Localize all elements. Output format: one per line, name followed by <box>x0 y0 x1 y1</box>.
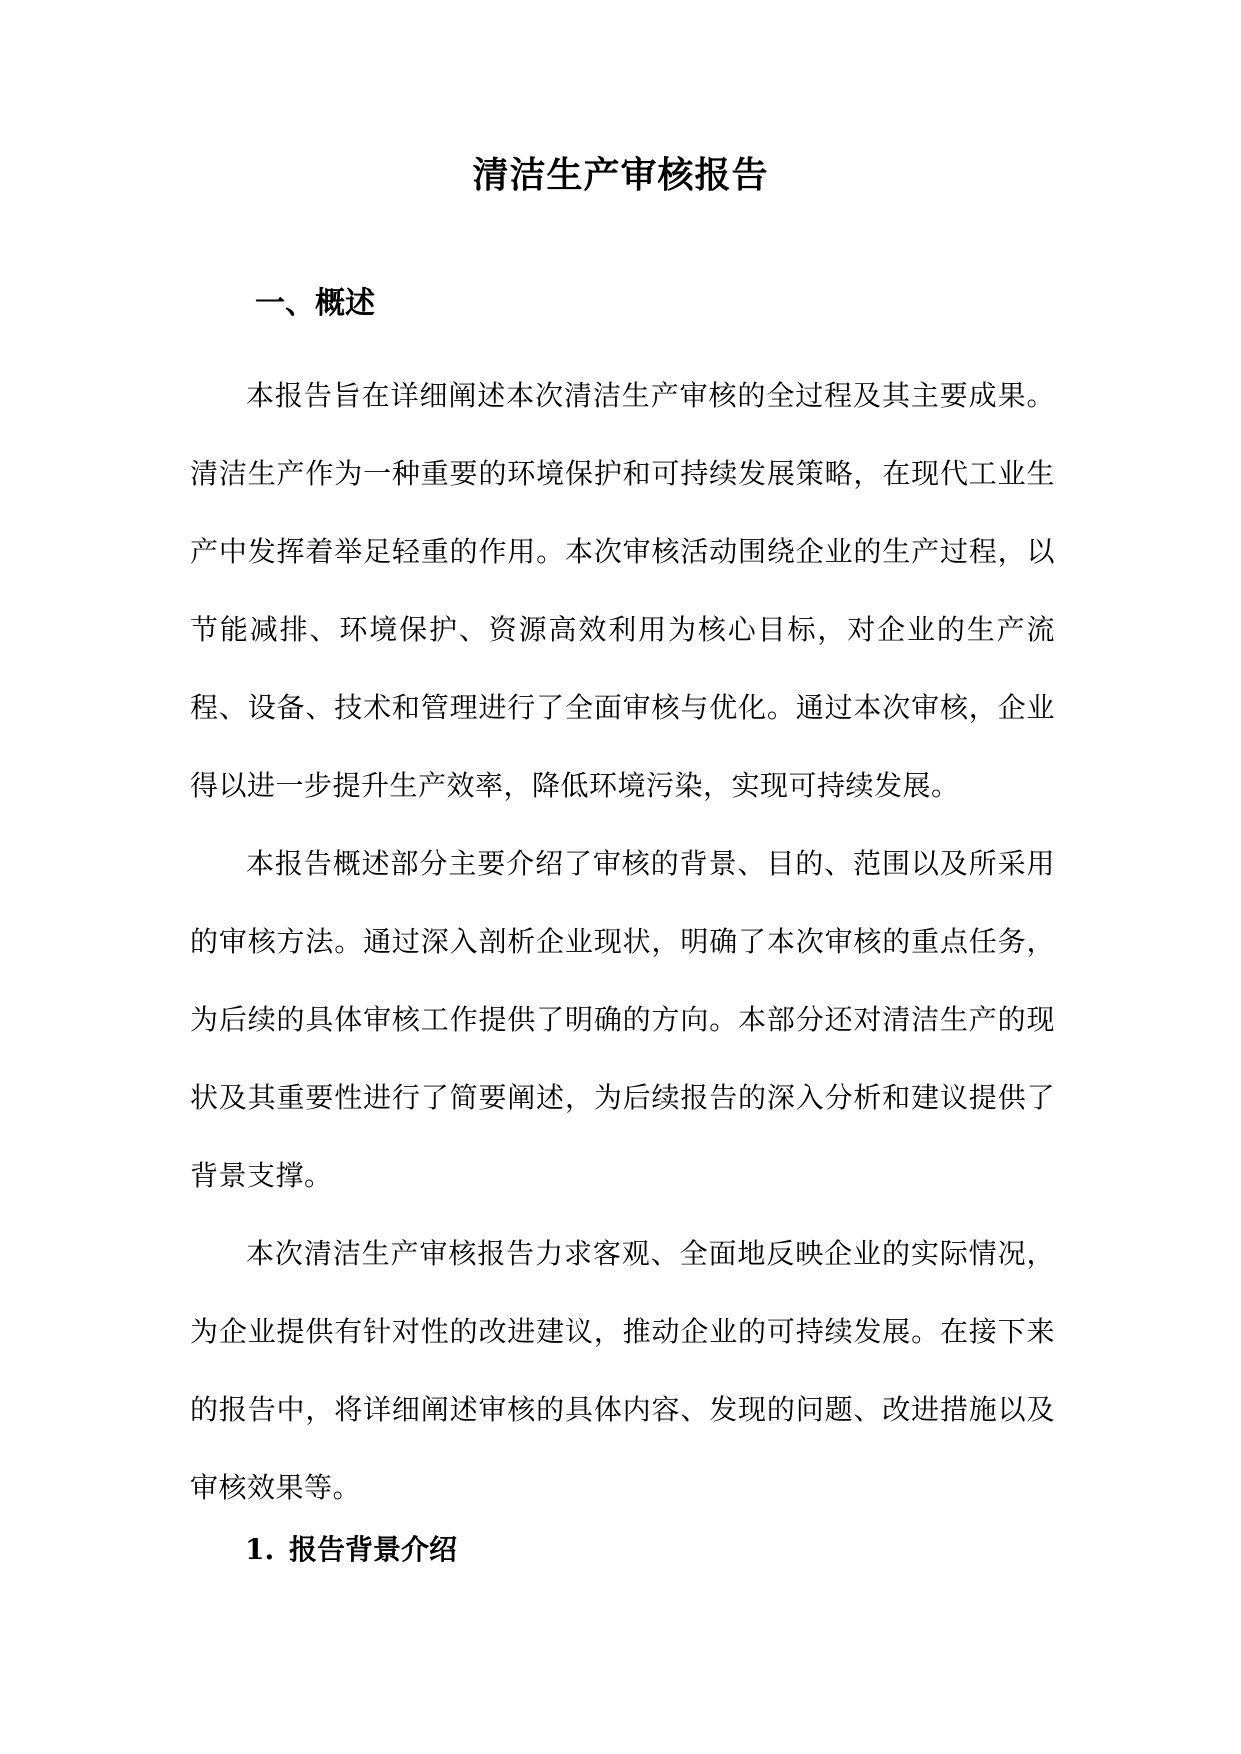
subsection-title: 报告背景介绍 <box>289 1533 458 1566</box>
subsection-number: 1. <box>245 1533 275 1566</box>
section-body <box>190 357 1055 1527</box>
paragraph-1: 本报告旨在详细阐述本次清洁生产审核的全过程及其主要成果。清洁生产作为一种重要的环境保护和可持续发展策略，在现代工业生产中发挥着举足轻重的作用。本次审核活动围绕企业的生产过程，以节能减排、环境保护、资源高效利用为核心目标，对企业的生产流程、设备、技术和管理进行了全面审核与优化。通过本次审核，企业得以进一步提升生产效率，降低环境污染，实现可持续发展。 <box>190 379 1055 802</box>
paragraph-3: 本次清洁生产审核报告力求客观、全面地反映企业的实际情况，为企业提供有针对性的改进建议，推动企业的可持续发展。在接下来的报告中，将详细阐述审核的具体内容、发现的问题、改进措施以及审核效果等。 <box>190 1237 1055 1504</box>
paragraph-2: 本报告概述部分主要介绍了审核的背景、目的、范围以及所采用的审核方法。通过深入剖析企业现状，明确了本次审核的重点任务，为后续的具体审核工作提供了明确的方向。本部分还对清洁生产的现状及其重要性进行了简要阐述，为后续报告的深入分析和建议提供了背景支撑。 <box>190 847 1055 1192</box>
subsection-heading <box>245 1528 457 1572</box>
section-heading-overview: 一、概述 <box>255 286 375 321</box>
document-title: 清洁生产审核报告 <box>472 154 769 196</box>
